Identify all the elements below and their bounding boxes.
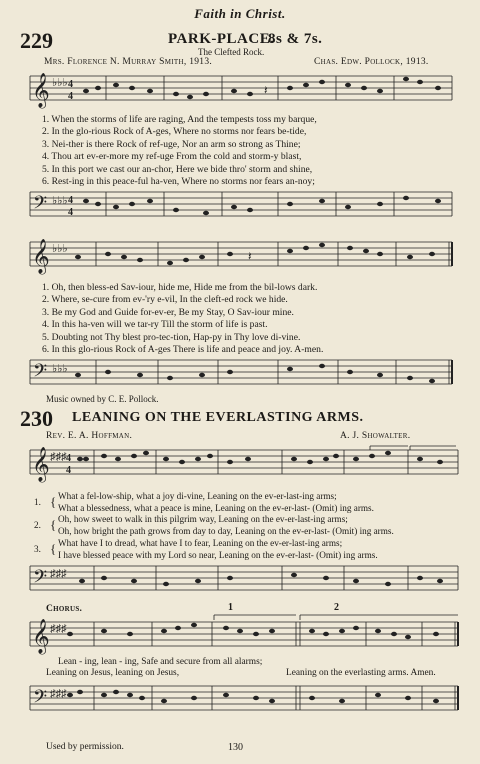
lyric-line: What a blessedness, what a peace is mine, Leaning on the ev-er-last- (Omit) ing arms. <box>58 502 374 513</box>
svg-text:𝄢: 𝄢 <box>33 360 48 385</box>
lyric-line: 5. Doubting not Thy blest pro-tec-tion, Hap-py in Thy love di-vine. <box>42 331 301 343</box>
lyric-line: 3. Nei-ther is there Rock of ref-uge, Nor an arm so strong as Thine; <box>42 138 301 150</box>
hymn-229-title: PARK-PLACE. <box>168 31 275 47</box>
hymn-230-composer: A. J. Showalter. <box>340 431 411 441</box>
svg-text:𝄞: 𝄞 <box>32 74 50 107</box>
hymn-229-bass-staff-2 <box>0 352 480 394</box>
page-number: 130 <box>228 742 243 753</box>
chorus-label: Chorus. <box>46 604 83 614</box>
svg-text:𝄢: 𝄢 <box>33 192 48 217</box>
hymn-229-composer: Chas. Edw. Pollock, 1913. <box>314 57 429 67</box>
svg-text:4: 4 <box>68 79 73 90</box>
hymn-229-author: Mrs. Florence N. Murray Smith, 1913. <box>44 57 213 67</box>
ending-1-mark: 1 <box>228 602 233 613</box>
svg-text:♭♭♭: ♭♭♭ <box>52 77 68 89</box>
lyric-line: What have I to dread, what have I to fear, Leaning on the ev-er-last-ing arms; <box>58 537 343 548</box>
hymn-229-bass-staff-1 <box>0 184 480 228</box>
svg-text:4: 4 <box>66 465 71 476</box>
hymn-229-subtitle: The Clefted Rock. <box>198 47 265 57</box>
hymn-229-treble-staff-1 <box>0 66 480 118</box>
svg-text:𝄽: 𝄽 <box>264 83 268 97</box>
svg-text:𝄞: 𝄞 <box>32 240 50 273</box>
page-header: Faith in Christ. <box>194 6 286 21</box>
svg-text:𝄽: 𝄽 <box>248 249 252 263</box>
svg-text:♭♭♭: ♭♭♭ <box>52 363 68 375</box>
lyric-line: Oh, how sweet to walk in this pilgrim way, Leaning on the ev-er-last-ing arms; <box>58 514 348 525</box>
hymn-229-number: 229 <box>20 28 53 53</box>
svg-text:♯♯♯: ♯♯♯ <box>50 688 67 700</box>
hymn-230-bass-staff-1 <box>0 560 480 600</box>
svg-text:𝄞: 𝄞 <box>32 620 50 653</box>
hymn-230-verse-block <box>58 491 394 561</box>
svg-text:4: 4 <box>68 195 73 206</box>
lyric-line: 1. Oh, then bless-ed Sav-iour, hide me, Hide me from the bil-lows dark. <box>42 282 318 293</box>
hymn-229-ownership: Music owned by C. E. Pollock. <box>46 394 159 404</box>
hymn-230-number: 230 <box>20 406 53 431</box>
lyric-line: 1. When the storms of life are raging, And the tempests toss my barque, <box>42 114 317 125</box>
hymn-230-author: Rev. E. A. Hoffman. <box>46 431 133 441</box>
hymn-230-chorus-bass-staff <box>0 678 480 718</box>
svg-text:4: 4 <box>68 91 73 102</box>
lyric-line: 5. In this port we cast our an-chor, Here we bide thro' storm and shine, <box>42 163 313 175</box>
lyric-line: 4. Thou art ev-er-more my ref-uge From the cold and storm-y blast, <box>42 151 302 163</box>
hymn-230-title: LEANING ON THE EVERLASTING ARMS. <box>72 410 364 425</box>
lyric-line: 3. Be my God and Guide for-ev-er, Be my Stay, O Sav-iour mine. <box>42 306 294 318</box>
chorus-line-2b: Leaning on the everlasting arms. Amen. <box>286 668 436 678</box>
hymn-230-verse-numbers <box>34 491 41 561</box>
svg-text:𝄞: 𝄞 <box>32 448 50 481</box>
chorus-line-1: Lean - ing, lean - ing, Safe and secure from all alarms; <box>58 657 263 667</box>
svg-text:4: 4 <box>66 453 71 464</box>
lyric-line: 2. In the glo-rious Rock of A-ges, Where no storms nor fears be-tide, <box>42 126 307 138</box>
lyric-line: I have blessed peace with my Lord so near, Leaning on the ev-er-last- (Omit) ing arms. <box>58 549 378 560</box>
verse-braces: { { { <box>50 494 57 556</box>
ending-2-mark: 2 <box>334 602 339 613</box>
hymn-229-verse-block-2 <box>42 282 323 356</box>
svg-text:4: 4 <box>68 207 73 218</box>
lyric-line: 4. In this ha-ven will we tar-ry Till the storm of life is past. <box>42 319 268 331</box>
verse-number: 3. <box>34 543 41 554</box>
svg-text:♭♭♭: ♭♭♭ <box>52 243 68 255</box>
verse-number: 1. <box>34 497 41 507</box>
svg-text:♯♯♯: ♯♯♯ <box>50 451 67 463</box>
svg-text:𝄢: 𝄢 <box>33 686 48 711</box>
svg-text:𝄢: 𝄢 <box>33 566 48 591</box>
hymn-229-verse-block-1 <box>42 114 317 188</box>
svg-text:♯♯♯: ♯♯♯ <box>50 568 67 580</box>
svg-text:♭♭♭: ♭♭♭ <box>52 195 68 207</box>
chorus-line-2a: Leaning on Jesus, leaning on Jesus, <box>46 668 180 678</box>
lyric-line: What a fel-low-ship, what a joy di-vine, Leaning on the ev-er-last-ing arms; <box>58 491 337 501</box>
lyric-line: 6. Rest-ing in this peace-ful ha-ven, Where no storms nor fears an-noy; <box>42 176 315 188</box>
hymn-229-meter: 8s & 7s. <box>268 31 323 47</box>
hymn-230-treble-staff-1 <box>0 440 480 490</box>
hymn-229-treble-staff-2 <box>0 232 480 284</box>
footer-permission: Used by permission. <box>46 742 124 752</box>
hymn-230-chorus-treble-staff <box>0 612 480 658</box>
lyric-line: 2. Where, se-cure from ev-'ry e-vil, In the cleft-ed rock we hide. <box>42 294 288 306</box>
verse-number: 2. <box>34 520 41 531</box>
lyric-line: Oh, how bright the path grows from day to day, Leaning on the ev-er-last- (Omit) ing arms. <box>58 526 394 537</box>
lyric-line: 6. In this glo-rious Rock of A-ges There is life and peace and joy. A-men. <box>42 344 324 356</box>
svg-text:♯♯♯: ♯♯♯ <box>50 623 67 635</box>
